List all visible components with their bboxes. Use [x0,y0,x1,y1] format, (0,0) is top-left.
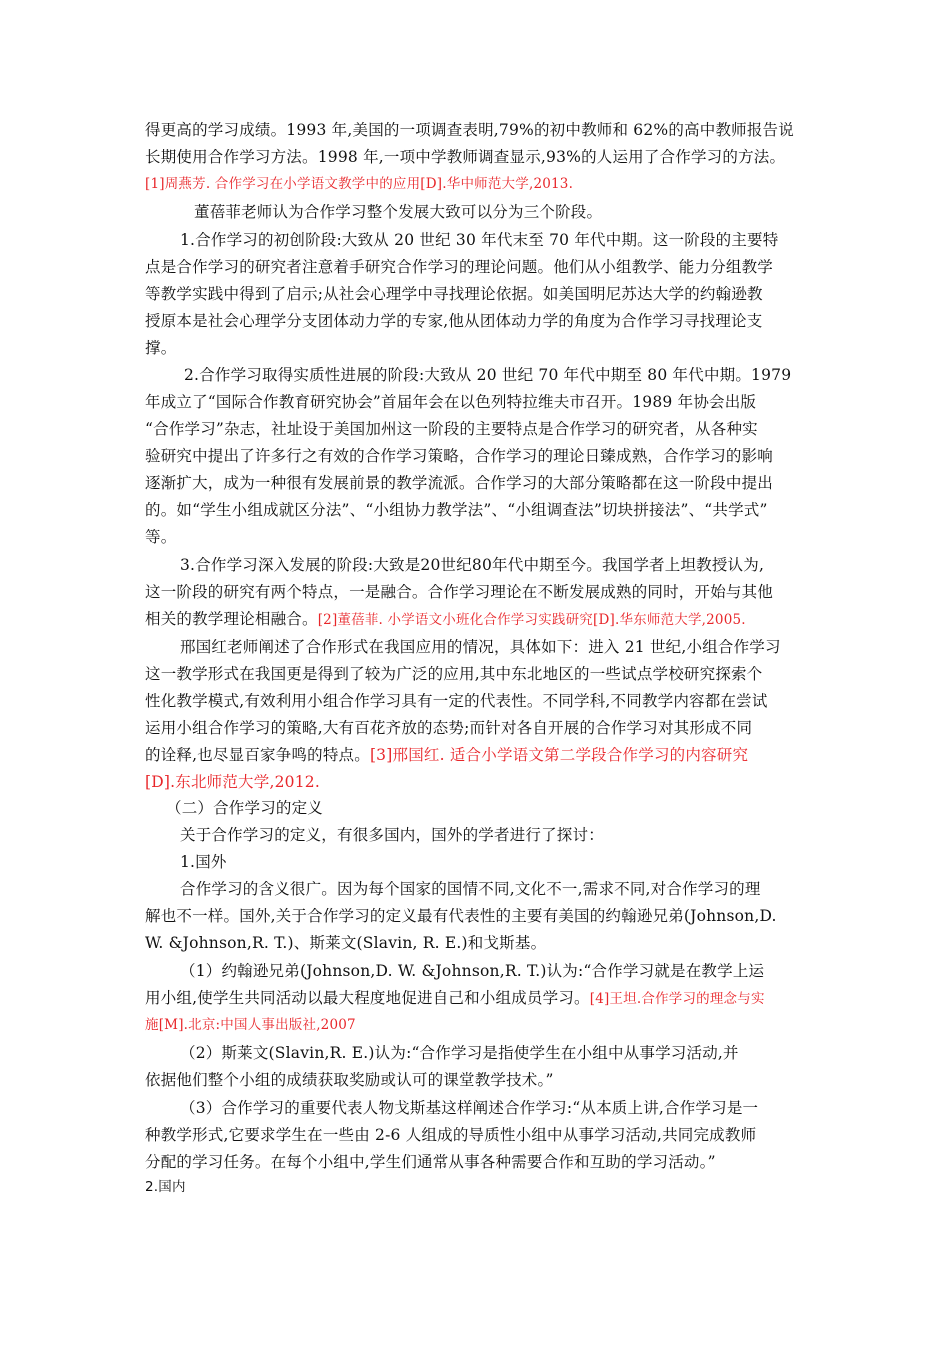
subsection-heading: 2.国内 [145,1179,186,1195]
citation-2: [2]董蓓菲. 小学语文小班化合作学习实践研究[D].华东师范大学,2005. [317,612,746,628]
line-text: 的诠释,也尽显百家争鸣的特点。 [145,746,370,764]
paragraph-line: （1）约翰逊兄弟(Johnson,D. W. &Johnson,R. T.)认为:“合作学习就是在教学上运 [180,962,765,980]
citation-3-continued: [D].东北师范大学,2012. [145,773,320,791]
paragraph-line: 解也不一样。国外,关于合作学习的定义最有代表性的主要有美国的约翰逊兄弟(Johnson,D. [145,907,777,925]
paragraph-line: 的。如“学生小组成就区分法”、“小组协力教学法”、“小组调查法”切块拼接法”、“共学式” [145,501,768,519]
paragraph-line [145,985,810,1012]
paragraph-line: 逐渐扩大，成为一种很有发展前景的教学流派。合作学习的大部分策略都在这一阶段中提出 [145,474,774,492]
paragraph-line: 点是合作学习的研究者注意着手研究合作学习的理论问题。他们从小组教学、能力分组教学 [145,258,774,276]
citation-1: [1]周燕芳. 合作学习在小学语文教学中的应用[D].华中师范大学,2013. [145,176,574,192]
paragraph-line: 依据他们整个小组的成绩获取奖励或认可的课堂教学技术。” [145,1071,554,1089]
paragraph-line: 种教学形式,它要求学生在一些由 2-6 人组成的导质性小组中从事学习活动,共同完成教师 [145,1126,757,1144]
paragraph-line [145,742,810,769]
paragraph-line: 分配的学习任务。在每个小组中,学生们通常从事各种需要合作和互助的学习活动。” [145,1153,716,1171]
paragraph-line: 3.合作学习深入发展的阶段:大致是20世纪80年代中期至今。我国学者上坦教授认为, [180,556,765,574]
paragraph-line: “合作学习”杂志，社址设于美国加州这一阶段的主要特点是合作学习的研究者，从各种实 [145,420,758,438]
paragraph-line: 董蓓菲老师认为合作学习整个发展大致可以分为三个阶段。 [194,203,603,221]
paragraph-line: 验研究中提出了许多行之有效的合作学习策略，合作学习的理论日臻成熟，合作学习的影响 [145,447,774,465]
paragraph-line: 长期使用合作学习方法。1998 年,一项中学教师调查显示,93%的人运用了合作学习的方法。 [145,148,786,166]
paragraph-line: W. &Johnson,R. T.)、斯莱文(Slavin, R. E.)和戈斯基。 [145,934,547,952]
paragraph-line: 授原本是社会心理学分支团体动力学的专家,他从团体动力学的角度为合作学习寻找理论支 [145,312,763,330]
line-text: 用小组,使学生共同活动以最大程度地促进自己和小组成员学习。 [145,989,590,1007]
paragraph-line [145,606,810,633]
paragraph-line: 合作学习的含义很广。因为每个国家的国情不同,文化不一,需求不同,对合作学习的理 [180,880,761,898]
paragraph-line: 年成立了“国际合作教育研究协会”首届年会在以色列特拉维夫市召开。1989 年协会出版 [145,393,757,411]
paragraph-line: 性化教学模式,有效利用小组合作学习具有一定的代表性。不同学科,不同教学内容都在尝试 [145,692,768,710]
subsection-heading: 1.国外 [180,853,227,871]
citation-4: [4]王坦.合作学习的理念与实 [589,991,765,1007]
paragraph-line: 邢国红老师阐述了合作形式在我国应用的情况，具体如下：进入 21 世纪,小组合作学习 [180,638,781,656]
citation-3: [3]邢国红. 适合小学语文第二学段合作学习的内容研究 [369,746,749,764]
paragraph-line: 1.合作学习的初创阶段:大致从 20 世纪 30 年代末至 70 年代中期。这一阶段的主要特 [180,231,779,249]
citation-4-continued: 施[M].北京:中国人事出版社,2007 [145,1017,356,1033]
paragraph-line: 得更高的学习成绩。1993 年,美国的一项调查表明,79%的初中教师和 62%的高中教师报告说 [145,121,794,139]
paragraph-line: 等教学实践中得到了启示;从社会心理学中寻找理论依据。如美国明尼苏达大学的约翰逊教 [145,285,763,303]
section-heading: （二）合作学习的定义 [166,799,324,817]
paragraph-line: （3）合作学习的重要代表人物戈斯基这样阐述合作学习:“从本质上讲,合作学习是一 [180,1099,759,1117]
paragraph-line: 2.合作学习取得实质性进展的阶段:大致从 20 世纪 70 年代中期至 80 年代中期。1979 [184,366,792,384]
paragraph-line: 等。 [145,528,177,546]
paragraph-line: 关于合作学习的定义，有很多国内，国外的学者进行了探讨： [180,826,604,844]
paragraph-line: 撑。 [145,339,177,357]
paragraph-line: 这一阶段的研究有两个特点，一是融合。合作学习理论在不断发展成熟的同时，开始与其他 [145,583,774,601]
line-text: 相关的教学理论相融合。 [145,610,318,628]
paragraph-line: 这一教学形式在我国更是得到了较为广泛的应用,其中东北地区的一些试点学校研究探索个 [145,665,763,683]
paragraph-line: （2）斯莱文(Slavin,R. E.)认为:“合作学习是指使学生在小组中从事学习活动,并 [180,1044,739,1062]
paragraph-line: 运用小组合作学习的策略,大有百花齐放的态势;而针对各自开展的合作学习对其形成不同 [145,719,753,737]
